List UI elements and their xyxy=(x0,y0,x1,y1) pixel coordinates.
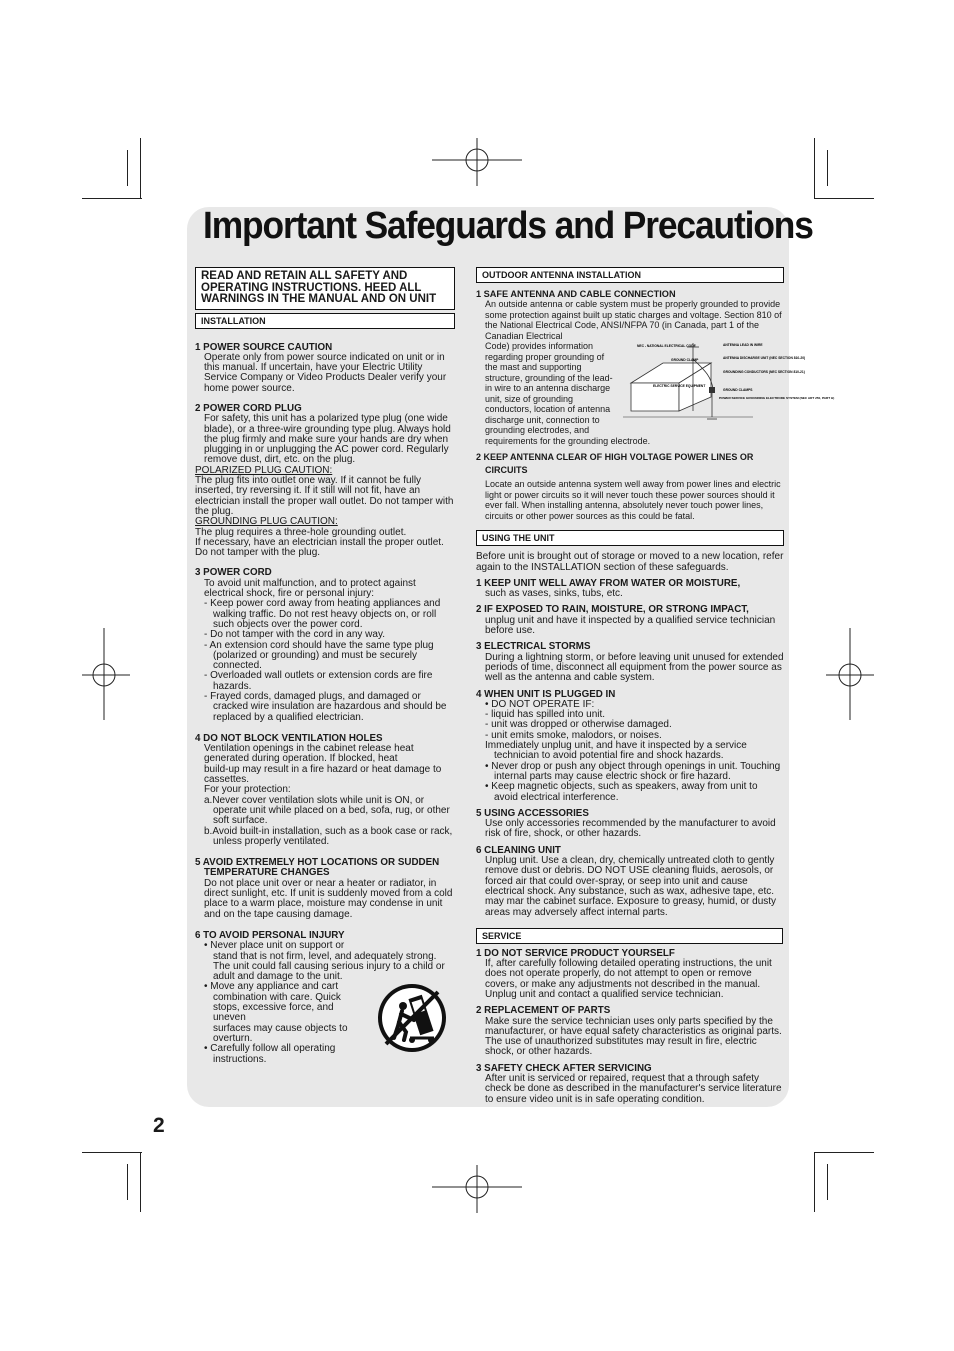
diagram-label: ANTENNA LEAD IN WIRE xyxy=(723,343,763,347)
item-title: 1 DO NOT SERVICE PRODUCT YOURSELF xyxy=(476,947,675,959)
diagram-label: NEC - NATIONAL ELECTRICAL CODE xyxy=(637,344,696,348)
do-not-service xyxy=(476,949,784,1000)
diagram-label: GROUND CLAMP xyxy=(671,358,699,362)
list-item: • Move any appliance and cart combination with care. Quick stops, excessive force, and uneven xyxy=(204,981,341,1024)
list-item: - liquid has spilled into unit. xyxy=(485,709,606,721)
rain-impact xyxy=(476,605,784,636)
crop-mark xyxy=(82,198,142,199)
crop-mark xyxy=(827,150,828,186)
list-item: b.Avoid built-in installation, such as a book case or rack, unless properly ventilated. xyxy=(204,825,453,847)
item-title: 3 POWER CORD xyxy=(195,567,272,579)
item-title: 1 KEEP UNIT WELL AWAY FROM WATER OR MOISTURE, xyxy=(476,577,741,589)
diagram-label: ANTENNA DISCHARGE UNIT (NEC SECTION 810-20) xyxy=(723,356,806,360)
list-item: - Keep power cord away from heating appliances and walking traffic. Do not rest heavy objects on, or roll such objects over the power cord. xyxy=(204,598,441,630)
list-item: - An extension cord should have the same type plug (polarized or grounding) and must be securely connected. xyxy=(204,639,434,672)
grounding-plug-heading: GROUNDING PLUG CAUTION: xyxy=(195,516,338,528)
diagram-label: GROUNDING CONDUCTORS (NEC SECTION 810-21) xyxy=(723,370,805,374)
cleaning-unit xyxy=(476,846,784,918)
power-cord xyxy=(195,568,455,722)
list-item: - unit emits smoke, malodors, or noises. xyxy=(485,729,662,741)
item-text: such as vases, sinks, tubs, etc. xyxy=(485,588,623,600)
replacement-parts xyxy=(476,1006,784,1057)
crop-mark xyxy=(140,138,141,198)
item-text: For your protection: xyxy=(204,784,291,796)
crop-mark xyxy=(140,1152,141,1212)
crop-mark xyxy=(127,150,128,186)
item-text: Ventilation openings in the cabinet release heat generated during operation. If blocked, heat xyxy=(204,743,414,765)
installation-heading: INSTALLATION xyxy=(195,313,455,329)
item-text: An outside antenna or cable system must be properly grounded to provide some protection against built up static charges and voltage. Section 810 of the National Electrical Code, ANSI/NFPA 70 (in Canada, part 1 of the Canadian Electrical xyxy=(485,299,782,341)
item-title: 2 KEEP ANTENNA CLEAR OF HIGH VOLTAGE POWER LINES OR CIRCUITS xyxy=(476,452,754,476)
antenna-power-lines xyxy=(476,451,784,521)
power-source-caution xyxy=(195,343,455,394)
list-item: • DO NOT OPERATE IF: xyxy=(485,698,595,710)
power-cord-plug xyxy=(195,404,455,558)
item-title: 2 REPLACEMENT OF PARTS xyxy=(476,1005,611,1017)
list-item: a.Never cover ventilation slots while unit is ON, or operate unit while placed on a bed, sofa, rug, or other soft surface. xyxy=(204,794,450,827)
list-item: - Frayed cords, damaged plugs, and damaged or cracked wire insulation are hazardous and should be replaced by a qualified electrician. xyxy=(204,691,447,723)
item-text: During a lightning storm, or before leaving unit unused for extended periods of time, disconnect all equipment from the power source as well as the antenna and cable system. xyxy=(485,651,784,684)
item-text: To avoid unit malfunction, and to protect against electrical shock, fire or personal injury: xyxy=(204,577,416,600)
item-text: build-up may result in a fire hazard or heat damage to cassettes. xyxy=(204,763,442,786)
item-title: 5 AVOID EXTREMELY HOT LOCATIONS OR SUDDEN TEMPERATURE CHANGES xyxy=(195,857,440,879)
service-heading: SERVICE xyxy=(476,928,783,944)
hot-locations xyxy=(195,858,455,920)
registration-mark-right xyxy=(826,628,876,720)
ventilation-holes xyxy=(195,734,455,847)
diagram-label: GROUND CLAMPS xyxy=(723,388,753,392)
list-item: • Never drop or push any object through openings in unit. Touching internal parts may cause electric shock or fire hazard. xyxy=(485,760,781,782)
polarized-plug-heading: POLARIZED PLUG CAUTION: xyxy=(195,464,333,476)
polarized-plug-text: The plug fits into outlet one way. If it cannot be fully inserted, try reversing it. If it still will not fit, have an electrician install the proper wall outlet. Do not tamper with the plug. xyxy=(195,475,454,517)
electrical-storms xyxy=(476,642,784,683)
diagram-label: ELECTRIC SERVICE EQUIPMENT xyxy=(653,384,706,388)
list-item: stand that is not firm, level, and adequately strong. The unit could fall causing serious injury to a child or adult and damage to the unit. xyxy=(213,950,445,983)
item-text: Make sure the service technician uses only parts specified by the manufacturer, or have equal safety characteristics as original parts. The use of unauthorized substitutes may result in fire, electric shock, or other hazards. xyxy=(485,1015,782,1058)
grounding-plug-text: If necessary, have an electrician install the proper outlet. Do not tamper with the plug. xyxy=(195,536,444,559)
crop-mark xyxy=(127,1164,128,1200)
crop-mark xyxy=(814,1152,874,1153)
item-text: Locate an outside antenna system well away from power lines and electric light or power circuits so it will never touch these power sources should it ever fall. When installing antenna, absolutely never touch power lines, circuits or other power sources as this could be fatal. xyxy=(485,479,781,521)
item-text: For safety, this unit has a polarized type plug (one wide blade), or a three-wire grounding type plug. Always hold the plug firmly and make sure your hands are dry when plugging in or unplugging the AC power cord. Regularly remove dust, dirt, etc. on the plug. xyxy=(204,413,451,466)
grounding-plug-text: The plug requires a three-hole grounding outlet. xyxy=(195,526,407,538)
crop-mark xyxy=(814,138,815,198)
item-title: 2 IF EXPOSED TO RAIN, MOISTURE, OR STRONG IMPACT, xyxy=(476,604,749,616)
item-title: 6 CLEANING UNIT xyxy=(476,844,561,856)
using-accessories xyxy=(476,809,784,840)
crop-mark xyxy=(827,1164,828,1200)
page-number: 2 xyxy=(153,1114,165,1137)
retain-notice: READ AND RETAIN ALL SAFETY AND OPERATING INSTRUCTIONS. HEED ALL WARNINGS IN THE MANUAL AND ON UNIT xyxy=(195,267,455,310)
item-title: 6 TO AVOID PERSONAL INJURY xyxy=(195,929,345,941)
registration-mark-bottom xyxy=(432,1165,522,1215)
using-intro: Before unit is brought out of storage or moved to a new location, refer again to the INSTALLATION section of these safeguards. xyxy=(476,551,784,573)
list-item: - unit was dropped or otherwise damaged. xyxy=(485,719,672,731)
item-title: 4 DO NOT BLOCK VENTILATION HOLES xyxy=(195,732,383,744)
plugged-in xyxy=(476,690,784,803)
item-title: 1 POWER SOURCE CAUTION xyxy=(195,341,333,353)
left-column xyxy=(195,267,455,1065)
registration-mark-top xyxy=(432,138,522,188)
item-title: 5 USING ACCESSORIES xyxy=(476,807,589,819)
item-title: 2 POWER CORD PLUG xyxy=(195,402,302,414)
registration-mark-left xyxy=(82,628,132,720)
item-text: Operate only from power source indicated on unit or in this manual. If uncertain, have your Electric Utility Service Company or Video Products Dealer verify your home power source. xyxy=(204,351,447,394)
list-item: • Never place unit on support or xyxy=(204,940,345,952)
item-text: If, after carefully following detailed operating instructions, the unit does not operate properly, do not attempt to open or remove covers, or make any adjustments not described in the manual. Unplug unit and contact a qualified service technician. xyxy=(485,958,772,1000)
list-item: • Keep magnetic objects, such as speakers, away from unit to avoid electrical interference. xyxy=(485,781,758,803)
item-title: 3 ELECTRICAL STORMS xyxy=(476,641,591,653)
item-text: requirements for the grounding electrode. xyxy=(485,435,651,446)
safety-check xyxy=(476,1064,784,1105)
item-title: 1 SAFE ANTENNA AND CABLE CONNECTION xyxy=(476,289,676,299)
item-text: After unit is serviced or repaired, request that a through safety check be done as described in the manufacturer's service literature to ensure video unit is in safe operating condition. xyxy=(485,1073,782,1105)
crop-mark xyxy=(814,198,874,199)
page-title: Important Safeguards and Precautions xyxy=(203,205,813,247)
item-title: 3 SAFETY CHECK AFTER SERVICING xyxy=(476,1062,652,1074)
item-title: 4 WHEN UNIT IS PLUGGED IN xyxy=(476,688,616,700)
using-unit-heading: USING THE UNIT xyxy=(476,530,784,546)
item-text: Use only accessories recommended by the manufacturer to avoid risk of fire, shock, or other hazards. xyxy=(485,818,776,840)
list-item: Immediately unplug unit, and have it inspected by a service technician to avoid potential fire and shock hazards. xyxy=(485,740,747,762)
outdoor-antenna-heading: OUTDOOR ANTENNA INSTALLATION xyxy=(476,267,784,283)
list-item: surfaces may cause objects to overturn. xyxy=(213,1022,348,1044)
list-item: - Overloaded wall outlets or extension cords are fire hazards. xyxy=(204,670,433,692)
item-text: Code) provides information regarding proper grounding of the mast and supporting structure, grounding of the lead-in wire to an antenna discharge unit, size of grounding conductors, location of antenna discharge unit, connection to grounding electrodes, and xyxy=(485,341,613,436)
list-item: - Do not tamper with the cord in any way. xyxy=(204,629,386,641)
crop-mark xyxy=(82,1152,142,1153)
item-text: unplug unit and have it inspected by a qualified service technician before use. xyxy=(485,614,776,637)
list-item: • Carefully follow all operating instructions. xyxy=(204,1043,336,1065)
item-text: Do not place unit over or near a heater or radiator, in direct sunlight, etc. If unit is suddenly moved from a cold place to a warm place, moisture may condense in unit and on the tape causing damage. xyxy=(204,877,453,920)
item-text: Unplug unit. Use a clean, dry, chemically untreated cloth to gently remove dust or debris. DO NOT USE cleaning fluids, aerosols, or forced air that could over-spray, or seep into unit and cause electrical shock. Any substance, such as wax, adhesive tape, etc. may mar the cabinet surface. Exposure to greasy, humid, or dusty areas may adversely affect internal parts. xyxy=(485,855,777,918)
water-moisture xyxy=(476,579,784,600)
cart-tipover-warning-icon xyxy=(376,982,448,1054)
diagram-label: POWER SERVICE GROUNDING ELECTRODE SYSTEM (NEC ART 250, PART H) xyxy=(719,396,835,400)
antenna-grounding-diagram xyxy=(623,339,835,425)
crop-mark xyxy=(814,1152,815,1212)
